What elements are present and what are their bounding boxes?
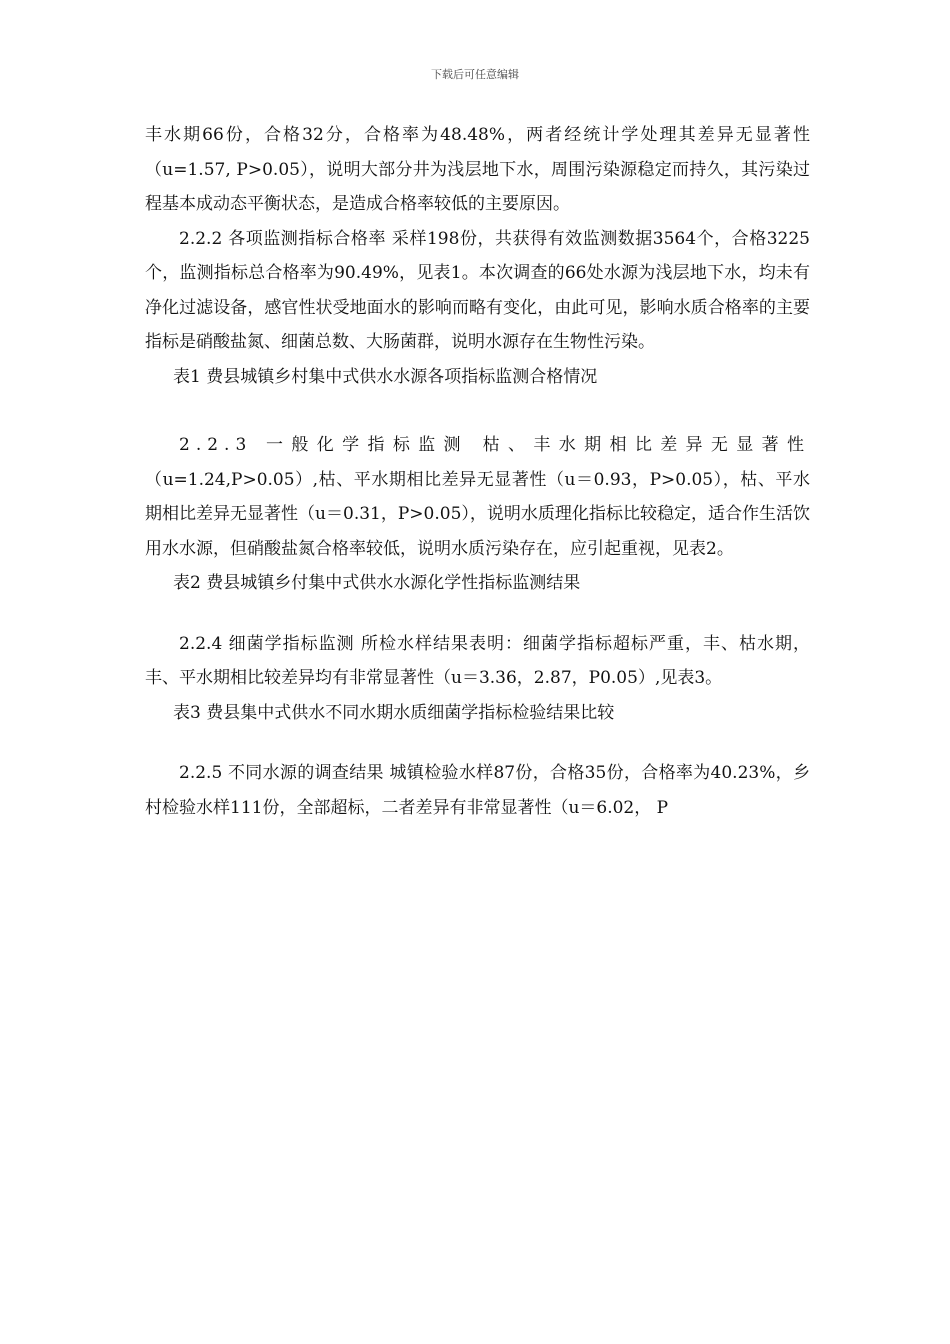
paragraph-1: 丰水期66份，合格32分，合格率为48.48%，两者经统计学处理其差异无显著性（u=1.57, P>0.05），说明大部分井为浅层地下水，周围污染源稳定而持久，其污染过程基本成动态平衡状态，是造成合格率较低的主要原因。 [145,125,810,214]
table-1-caption: 表1 费县城镇乡村集中式供水水源各项指标监测合格情况 [173,366,598,387]
paragraph-2-2-3 [145,428,810,566]
paragraph-2-2-5: 2.2.5 不同水源的调查结果 城镇检验水样87份，合格35份，合格率为40.23%，乡村检验水样111份，全部超标，二者差异有非常显著性（u＝6.02， P [145,763,810,818]
table-2-caption: 表2 费县城镇乡付集中式供水水源化学性指标监测结果 [173,573,581,593]
paragraph-2-2-4: 2.2.4 细菌学指标监测 所检水样结果表明：细菌学指标超标严重，丰、枯水期，丰、平水期相比较差异均有非常显著性（u＝3.36，2.87，P0.05）,见表3。 [145,633,810,688]
paragraph-2-2-3-heading: 2.2.3 一般化学指标监测 枯、丰水期相比差异无显著性 [179,435,810,455]
paragraph-2-2-2: 2.2.2 各项监测指标合格率 采样198份，共获得有效监测数据3564个，合格3225个，监测指标总合格率为90.49%，见表1。本次调查的66处水源为浅层地下水，均未有净化过滤设备，感官性状受地面水的影响而略有变化，由此可见，影响水质合格率的主要指标是硝酸盐氮、细菌总数、大肠菌群，说明水源存在生物性污染。 [145,228,810,352]
table-2-placeholder [145,601,810,627]
table-3-placeholder [145,730,810,756]
page-header-note: 下载后可任意编辑 [431,68,519,81]
table-3-caption: 表3 费县集中式供水不同水期水质细菌学指标检验结果比较 [173,702,615,723]
table-1-placeholder [145,394,810,428]
document-body [145,118,810,825]
paragraph-2-2-3-body: （u=1.24,P>0.05）,枯、平水期相比差异无显著性（u＝0.93，P>0.05），枯、平水期相比差异无显著性（u＝0.31，P>0.05），说明水质理化指标比较稳定，适合作生活饮用水水源，但硝酸盐氮合格率较低，说明水质污染存在，应引起重视，见表2。 [145,469,810,559]
